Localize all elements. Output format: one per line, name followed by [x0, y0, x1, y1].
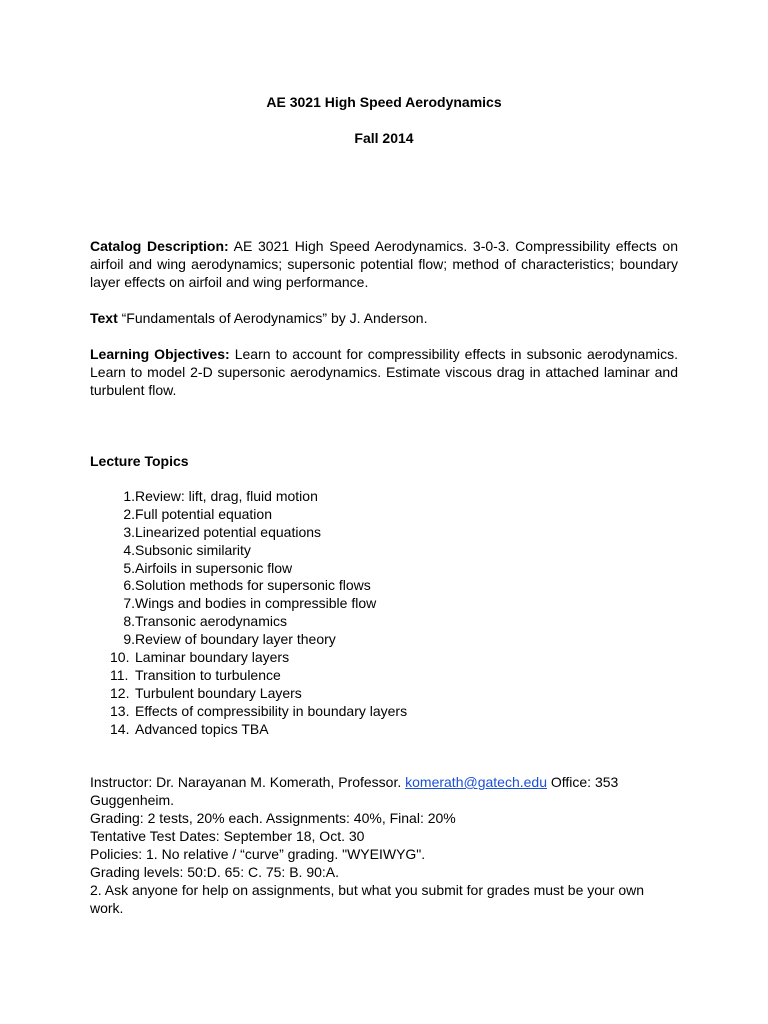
- grading-breakdown: Grading: 2 tests, 20% each. Assignments: 40%, Final: 20%: [90, 810, 456, 826]
- list-item: [90, 612, 678, 630]
- list-item-number: 14.: [110, 720, 130, 737]
- list-item-number: 2.: [123, 505, 135, 522]
- list-item-label: Subsonic similarity: [135, 541, 251, 558]
- list-item: [90, 648, 678, 666]
- learning-objectives: [90, 345, 678, 399]
- list-item-label: Turbulent boundary Layers: [135, 684, 302, 701]
- list-item: [90, 720, 678, 738]
- list-item-label: Full potential equation: [135, 505, 272, 522]
- grading-levels: Grading levels: 50:D. 65: C. 75: B. 90:A.: [90, 864, 340, 880]
- list-item: [90, 523, 678, 541]
- list-item-number: 12.: [110, 684, 130, 701]
- list-item-number: 1.: [123, 488, 135, 504]
- list-item-label: Review of boundary layer theory: [135, 631, 336, 648]
- list-item: [90, 487, 678, 505]
- list-item-number: 10.: [110, 649, 130, 666]
- list-item-label: Transition to turbulence: [135, 666, 281, 683]
- list-item-number: 11.: [110, 666, 129, 683]
- list-item-label: Advanced topics TBA: [135, 720, 269, 737]
- textbook: [90, 309, 678, 327]
- policy-own-work: 2. Ask anyone for help on assignments, but what you submit for grades must be your own work.: [90, 882, 645, 916]
- instructor-name: Instructor: Dr. Narayanan M. Komerath, Professor.: [90, 774, 406, 790]
- list-item-label: Airfoils in supersonic flow: [135, 559, 293, 576]
- lecture-topics-heading: Lecture Topics: [90, 453, 189, 469]
- list-item-number: 13.: [110, 702, 130, 719]
- list-item-number: 3.: [123, 523, 135, 540]
- course-term: Fall 2014: [354, 130, 414, 146]
- policy-curve: Policies: 1. No relative / “curve” grading. "WYEIWYG".: [90, 846, 426, 862]
- list-item-number: 6.: [123, 577, 135, 594]
- list-item-number: 9.: [123, 631, 135, 648]
- test-dates: Tentative Test Dates: September 18, Oct. 30: [90, 828, 365, 844]
- list-item: [90, 594, 678, 612]
- list-item-number: 8.: [123, 613, 135, 630]
- instructor-info: [90, 773, 678, 917]
- list-item-number: 7.: [123, 595, 135, 612]
- instructor-line: [90, 773, 678, 791]
- list-item-label: Transonic aerodynamics: [135, 613, 287, 630]
- list-item-number: 5.: [123, 559, 135, 576]
- instructor-email-link[interactable]: komerath@gatech.edu: [405, 774, 547, 790]
- course-title: AE 3021 High Speed Aerodynamics: [266, 94, 502, 110]
- list-item: [90, 541, 678, 559]
- list-item-label: Review: lift, drag, fluid motion: [135, 488, 318, 504]
- list-item: [90, 666, 678, 684]
- list-item: [90, 576, 678, 594]
- objectives-text: Learn to account for compressibility effects in subsonic aerodynamics. Learn to model 2-D supersonic aerodynamics. Estimate viscous drag in attached laminar and turbulent flow.: [90, 346, 679, 398]
- syllabus-page: [90, 0, 678, 1024]
- catalog-description: [90, 237, 678, 291]
- list-item-label: Solution methods for supersonic flows: [135, 577, 371, 594]
- list-item: [90, 702, 678, 720]
- instructor-office: Office: 353: [546, 774, 619, 790]
- catalog-label: Catalog Description:: [90, 238, 229, 254]
- lecture-topics-list: [90, 487, 678, 737]
- list-item: [90, 559, 678, 577]
- textbook-text: “Fundamentals of Aerodynamics” by J. Anderson.: [117, 310, 428, 326]
- list-item-label: Wings and bodies in compressible flow: [135, 595, 377, 612]
- list-item: [90, 684, 678, 702]
- textbook-label: Text: [90, 310, 118, 326]
- list-item: [90, 630, 678, 648]
- objectives-label: Learning Objectives:: [90, 346, 230, 362]
- catalog-text: AE 3021 High Speed Aerodynamics. 3-0-3. Compressibility effects on airfoil and wing aerodynamics; supersonic potential flow; method of characteristics; boundary layer effects on airfoil and wing performance.: [90, 238, 678, 290]
- instructor-office-building: Guggenheim.: [90, 792, 175, 808]
- list-item: [90, 505, 678, 523]
- list-item-label: Effects of compressibility in boundary layers: [135, 702, 408, 719]
- list-item-number: 4.: [123, 541, 135, 558]
- list-item-label: Linearized potential equations: [135, 523, 322, 540]
- list-item-label: Laminar boundary layers: [135, 649, 290, 666]
